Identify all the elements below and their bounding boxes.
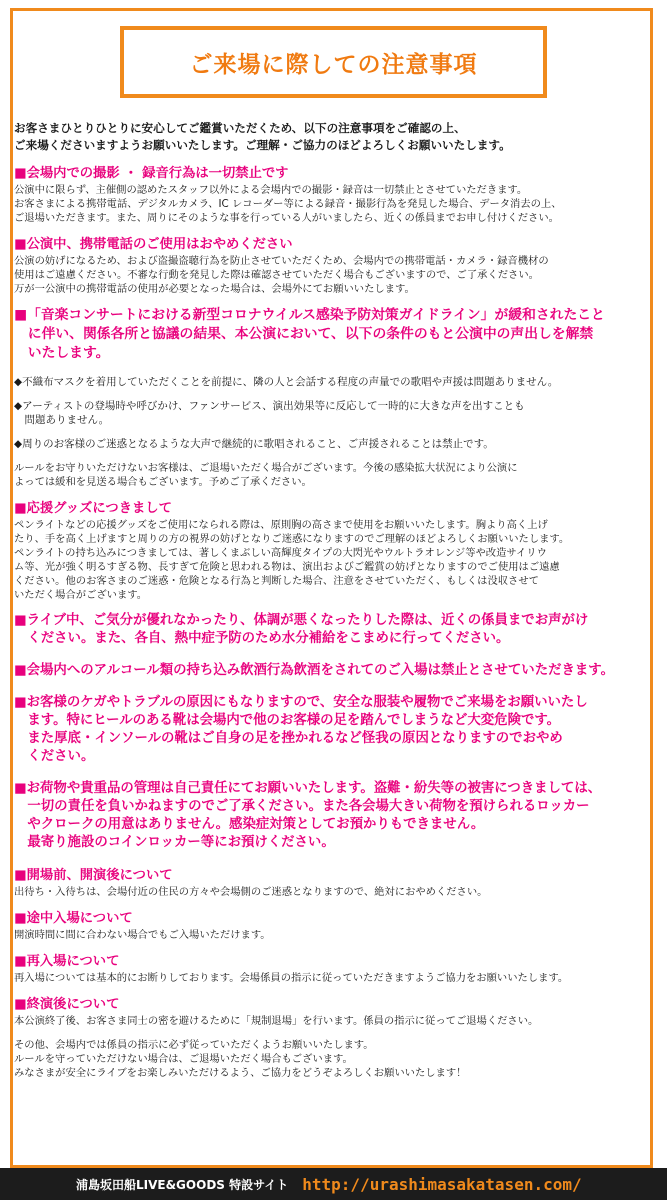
notice-content xyxy=(14,120,646,1090)
section-heading-phone: ■公演中、携帯電話のご使用はおやめください xyxy=(14,237,293,252)
page-title: ご来場に際しての注意事項 xyxy=(189,51,478,78)
section-heading-after-show: ■終演後について xyxy=(14,997,120,1012)
guideline-note: ルールをお守りいただけないお客様は、ご退場いただく場合がございます。今後の感染拡大状況により公演に よっては緩和を見送る場合もございます。予めご了承ください。 xyxy=(14,462,518,488)
alert-health: ■ライブ中、ご気分が優れなかったり、体調が悪くなったりした際は、近くの係員までお声がけ ください。また、各自、熱中症予防のため水分補給をこまめに行ってください。 xyxy=(14,613,589,646)
title-box xyxy=(120,26,547,98)
guideline-heading: ■「音楽コンサートにおける新型コロナウイルス感染予防対策ガイドライン」が緩和されたこと に伴い、関係各所と協議の結果、本公演において、以下の条件のもと公演中の声出しを解禁 いたします。 xyxy=(14,307,605,361)
section-heading-reentry: ■再入場について xyxy=(14,954,120,969)
goods-heading: ■応援グッズにつきまして xyxy=(14,501,172,516)
section-body-phone: 公演の妨げになるため、および盗撮盗聴行為を防止させていただくため、会場内での携帯電話・カメラ・録音機材の 使用はご遠慮ください。不審な行動を発見した際は確認させていただく場合もございますので、ご了承ください。 万が一公演中の携帯電話の使用が必要となった場合は、会場外にてお願いいたします。 xyxy=(14,255,549,295)
alert-belongings: ■お荷物や貴重品の管理は自己責任にてお願いいたします。盗難・紛失等の被害につきましては、 一切の責任を負いかねますのでご了承ください。また各会場大きい荷物を預けられるロッカー やクロークの用意はありません。感染症対策としてお預かりもできません。 最寄り施設のコインロッカー等にお預けください。 xyxy=(14,781,602,850)
section-heading-before-after: ■開場前、開演後について xyxy=(14,868,173,883)
footer-url-link[interactable]: http://urashimasakatasen.com/ xyxy=(302,1174,582,1194)
section-body-before-after: 出待ち・入待ちは、会場付近の住民の方々や会場側のご迷惑となりますので、絶対におやめください。 xyxy=(14,886,488,898)
intro-text: お客さまひとりひとりに安心してご鑑賞いただくため、以下の注意事項をご確認の上、 ご来場くださいますようお願いいたします。ご理解・ご協力のほどよろしくお願いいたします。 xyxy=(14,121,511,152)
section-body-late-entry: 開演時間に間に合わない場合でもご入場いただけます。 xyxy=(14,929,271,941)
goods-body: ペンライトなどの応援グッズをご使用になられる際は、原則胸の高さまで使用をお願いいたします。胸より高く上げ たり、手を高く上げますと周りの方の視界の妨げとなりご迷惑になりますのでご理解のほどよろしくお願いいたします。 ペンライトの持ち込みにつきましては、著しくまぶしい高輝度タイプの大閃光やウルトラオレンジ等や改造サイリウ ム等、光が強く明るすぎる物、長すぎて危険と思われる物は、演出およびご鑑賞の妨げとなりますのでご使用はご遠慮 ください。他のお客さまのご迷惑・危険となる行為と判断した場合、注意をさせていただく、もしくは没収させて いただく場合がございます。 xyxy=(14,519,570,601)
guideline-bullet-3: ◆周りのお客様のご迷惑となるような大声で継続的に歌唱されること、ご声援されることは禁止です。 xyxy=(14,438,494,450)
guideline-bullet-1: ◆不織布マスクを着用していただくことを前提に、隣の人と会話する程度の声量での歌唱や声援は問題ありません。 xyxy=(14,376,559,388)
footer-bar xyxy=(0,1168,667,1200)
section-heading-late-entry: ■途中入場について xyxy=(14,911,133,926)
guideline-bullet-2: ◆アーティストの登場時や呼びかけ、ファンサービス、演出効果等に反応して一時的に大きな声を出すことも 問題ありません。 xyxy=(14,400,525,426)
section-body-reentry: 再入場については基本的にお断りしております。会場係員の指示に従っていただきますようご協力をお願いいたします。 xyxy=(14,972,569,984)
section-heading-filming: ■会場内での撮影 ・ 録音行為は一切禁止です xyxy=(14,166,289,181)
footer-site-name: 浦島坂田船LIVE&GOODS 特設サイト xyxy=(76,1177,289,1192)
closing-text: その他、会場内では係員の指示に必ず従っていただくようお願いいたします。 ルールを守っていただけない場合は、ご退場いただく場合もございます。 みなさまが安全にライブをお楽しみいただけるよう、ご協力をどうぞよろしくお願いいたします！ xyxy=(14,1039,467,1079)
alert-footwear: ■お客様のケガやトラブルの原因にもなりますので、安全な服装や履物でご来場をお願いいたし ます。特にヒールのある靴は会場内で他のお客様の足を踏んでしまうなど大変危険です。 また厚底・インソールの靴はご自身の足を挫かれるなど怪我の原因となりますのでおやめ ください。 xyxy=(14,695,588,764)
section-body-filming: 公演中に限らず、主催側の認めたスタッフ以外による会場内での撮影・録音は一切禁止とさせていただきます。 お客さまによる携帯電話、デジタルカメラ、IC レコーダー等による録音・撮影行為を発見した場合、データ消去の上、 ご退場いただきます。また、周りにそのような事を行っている人がいましたら、近くの係員までお申し付けください。 xyxy=(14,184,562,224)
section-body-after-show: 本公演終了後、お客さま同士の密を避けるために「規制退場」を行います。係員の指示に従ってご退場ください。 xyxy=(14,1015,539,1027)
alert-alcohol: ■会場内へのアルコール類の持ち込み飲酒行為飲酒をされてのご入場は禁止とさせていただきます。 xyxy=(14,663,614,678)
